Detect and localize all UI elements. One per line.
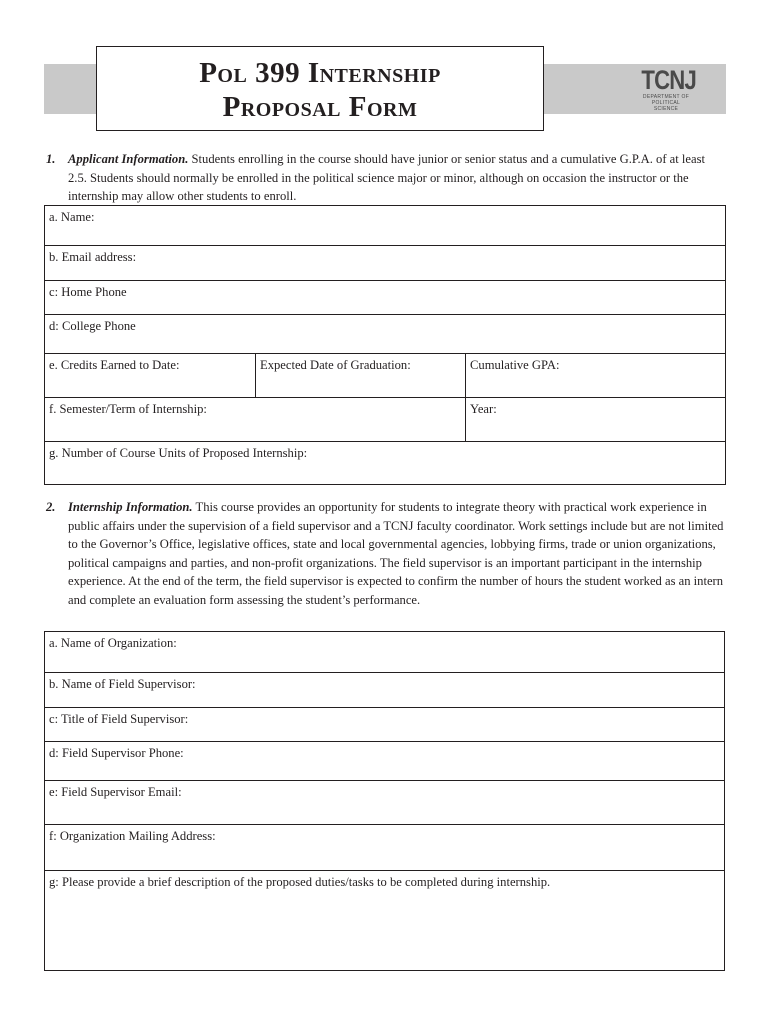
name-label: a. Name: bbox=[49, 210, 95, 224]
section-1-intro bbox=[46, 150, 706, 206]
email-field[interactable] bbox=[45, 246, 726, 281]
gpa-label: Cumulative GPA: bbox=[470, 358, 560, 372]
internship-info-table bbox=[44, 631, 725, 971]
section-1-number: 1. bbox=[46, 152, 56, 166]
supervisor-name-field[interactable] bbox=[45, 673, 725, 708]
credits-label: e. Credits Earned to Date: bbox=[49, 358, 180, 372]
supervisor-title-label: c: Title of Field Supervisor: bbox=[49, 712, 189, 726]
title-line-2: Proposal Form bbox=[222, 91, 418, 123]
credits-field[interactable] bbox=[45, 354, 256, 398]
supervisor-phone-field[interactable] bbox=[45, 742, 725, 781]
logo-mark: TCNJ bbox=[641, 65, 696, 95]
section-2-lead: Internship Information. bbox=[68, 500, 193, 514]
applicant-info-table bbox=[44, 205, 726, 485]
section-1-text: Students enrolling in the course should have junior or senior status and a cumulative G.P.A. of at least 2.5. Students should normally be enrolled in the political science major or minor, although on occasion the instructor or the internship may allow other students to enroll. bbox=[68, 152, 705, 203]
course-units-label: g. Number of Course Units of Proposed Internship: bbox=[49, 446, 308, 460]
section-2-number: 2. bbox=[46, 500, 56, 514]
section-1-lead: Applicant Information. bbox=[68, 152, 189, 166]
home-phone-field[interactable] bbox=[45, 281, 726, 315]
semester-label: f. Semester/Term of Internship: bbox=[49, 402, 207, 416]
college-phone-label: d: College Phone bbox=[49, 319, 136, 333]
tcnj-logo bbox=[636, 66, 696, 112]
semester-field[interactable] bbox=[45, 398, 466, 442]
supervisor-phone-label: d: Field Supervisor Phone: bbox=[49, 746, 184, 760]
graduation-date-label: Expected Date of Graduation: bbox=[260, 358, 411, 372]
graduation-date-field[interactable] bbox=[256, 354, 466, 398]
college-phone-field[interactable] bbox=[45, 315, 726, 354]
course-units-field[interactable] bbox=[45, 442, 726, 485]
section-2-intro bbox=[46, 498, 736, 609]
name-field[interactable] bbox=[45, 206, 726, 246]
duties-description-field[interactable] bbox=[45, 871, 725, 971]
section-1-paragraph bbox=[68, 150, 706, 206]
supervisor-title-field[interactable] bbox=[45, 708, 725, 742]
section-2-text: This course provides an opportunity for students to integrate theory with practical work experience in public affairs under the supervision of a field supervisor and a TCNJ faculty coordinator. Work settings include but are not limited to the Governor’s Office, legislative offices, state and local governmental agencies, lobbying firms, trade or union organizations, political campaigns and parties, and non-profit organizations. The field supervisor is an important participant in the internship experience. At the end of the term, the field supervisor is expected to confirm the number of hours the student worked as an intern and complete an evaluation form assessing the student’s performance. bbox=[68, 500, 724, 607]
email-label: b. Email address: bbox=[49, 250, 137, 264]
logo-line-2: POLITICAL bbox=[651, 100, 681, 106]
organization-label: a. Name of Organization: bbox=[49, 636, 177, 650]
mailing-address-label: f: Organization Mailing Address: bbox=[49, 829, 216, 843]
year-field[interactable] bbox=[466, 398, 726, 442]
home-phone-label: c: Home Phone bbox=[49, 285, 127, 299]
gpa-field[interactable] bbox=[466, 354, 726, 398]
logo-line-1: DEPARTMENT OF bbox=[642, 94, 690, 100]
supervisor-email-label: e: Field Supervisor Email: bbox=[49, 785, 182, 799]
title-line-1: Pol 399 Internship bbox=[199, 57, 441, 89]
supervisor-email-field[interactable] bbox=[45, 781, 725, 825]
duties-description-label: g: Please provide a brief description of the proposed duties/tasks to be completed during internship. bbox=[49, 875, 551, 889]
form-title bbox=[96, 46, 544, 131]
logo-line-3: SCIENCE bbox=[653, 106, 679, 112]
supervisor-name-label: b. Name of Field Supervisor: bbox=[49, 677, 196, 691]
section-2-paragraph bbox=[68, 498, 736, 609]
mailing-address-field[interactable] bbox=[45, 825, 725, 871]
organization-field[interactable] bbox=[45, 632, 725, 673]
year-label: Year: bbox=[470, 402, 497, 416]
